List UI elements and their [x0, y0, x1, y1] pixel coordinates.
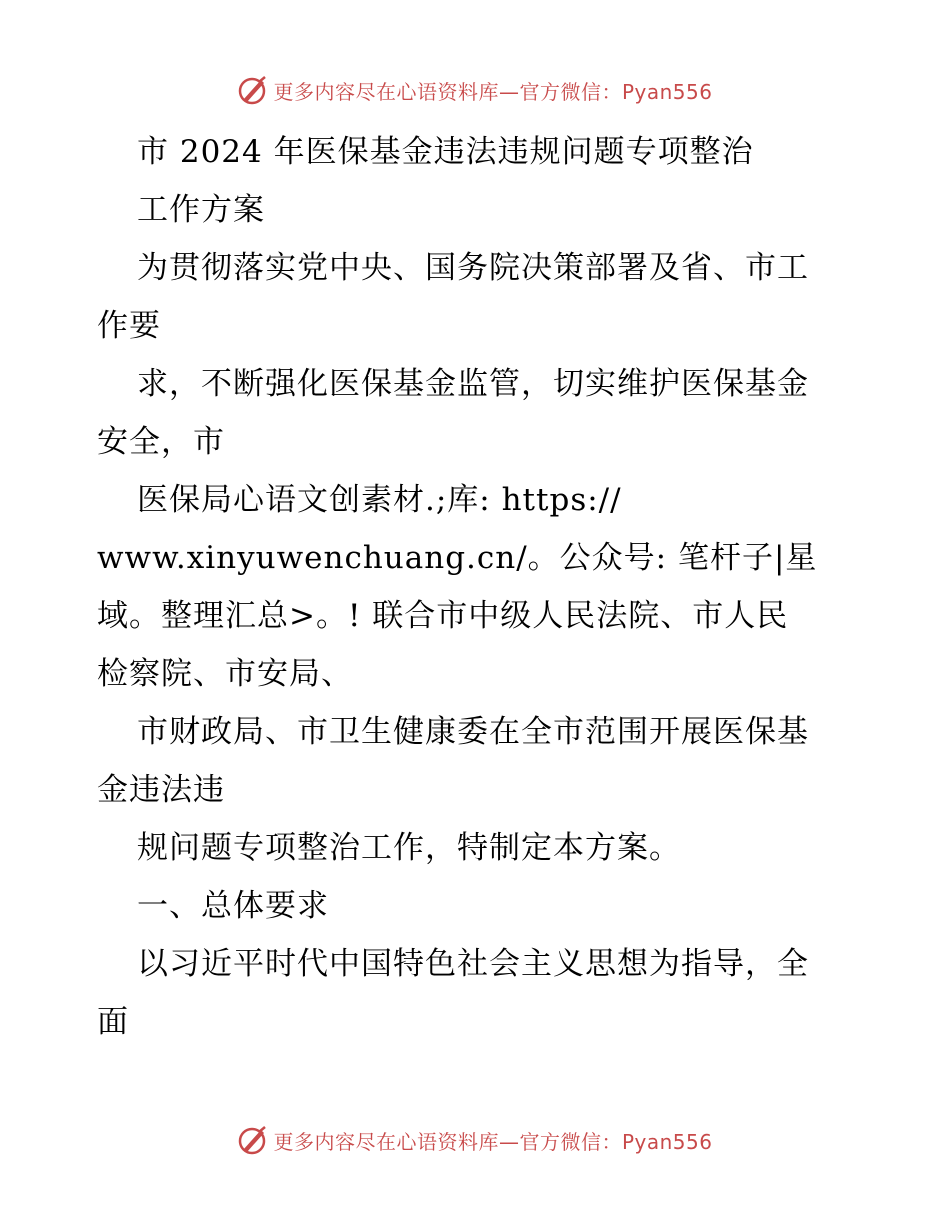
text-line: 安全，市 — [97, 424, 225, 460]
text-line: 市财政局、市卫生健康委在全市范围开展医保基 — [137, 714, 809, 750]
text-line: 医保局心语文创素材.;库: https:// — [137, 482, 622, 518]
watermark-text: 更多内容尽在心语资料库—官方微信：Pyan556 — [273, 1129, 713, 1154]
watermark-text: 更多内容尽在心语资料库—官方微信：Pyan556 — [273, 79, 713, 104]
text-line: 工作方案 — [137, 192, 265, 228]
text-line: 作要 — [97, 308, 161, 344]
text-line: 检察院、市安局、 — [97, 656, 353, 692]
watermark-footer — [0, 1120, 950, 1160]
text-line: www.xinyuwenchuang.cn/。公众号: 笔杆子|星 — [97, 540, 818, 576]
text-line: 规问题专项整治工作，特制定本方案。 — [137, 830, 681, 866]
document-body — [97, 123, 857, 1051]
quill-logo-icon — [237, 74, 269, 106]
text-line: 域。整理汇总>。! 联合市中级人民法院、市人民 — [97, 598, 789, 634]
text-line: 金违法违 — [97, 772, 225, 808]
text-line: 市 2024 年医保基金违法违规问题专项整治 — [137, 134, 754, 170]
text-line: 面 — [97, 1004, 129, 1040]
text-line: 为贯彻落实党中央、国务院决策部署及省、市工 — [137, 250, 809, 286]
text-line: 以习近平时代中国特色社会主义思想为指导，全 — [137, 946, 809, 982]
text-line: 求，不断强化医保基金监管，切实维护医保基金 — [137, 366, 809, 402]
quill-logo-icon — [237, 1124, 269, 1156]
watermark-header — [0, 70, 950, 110]
text-line: 一、总体要求 — [137, 888, 329, 924]
